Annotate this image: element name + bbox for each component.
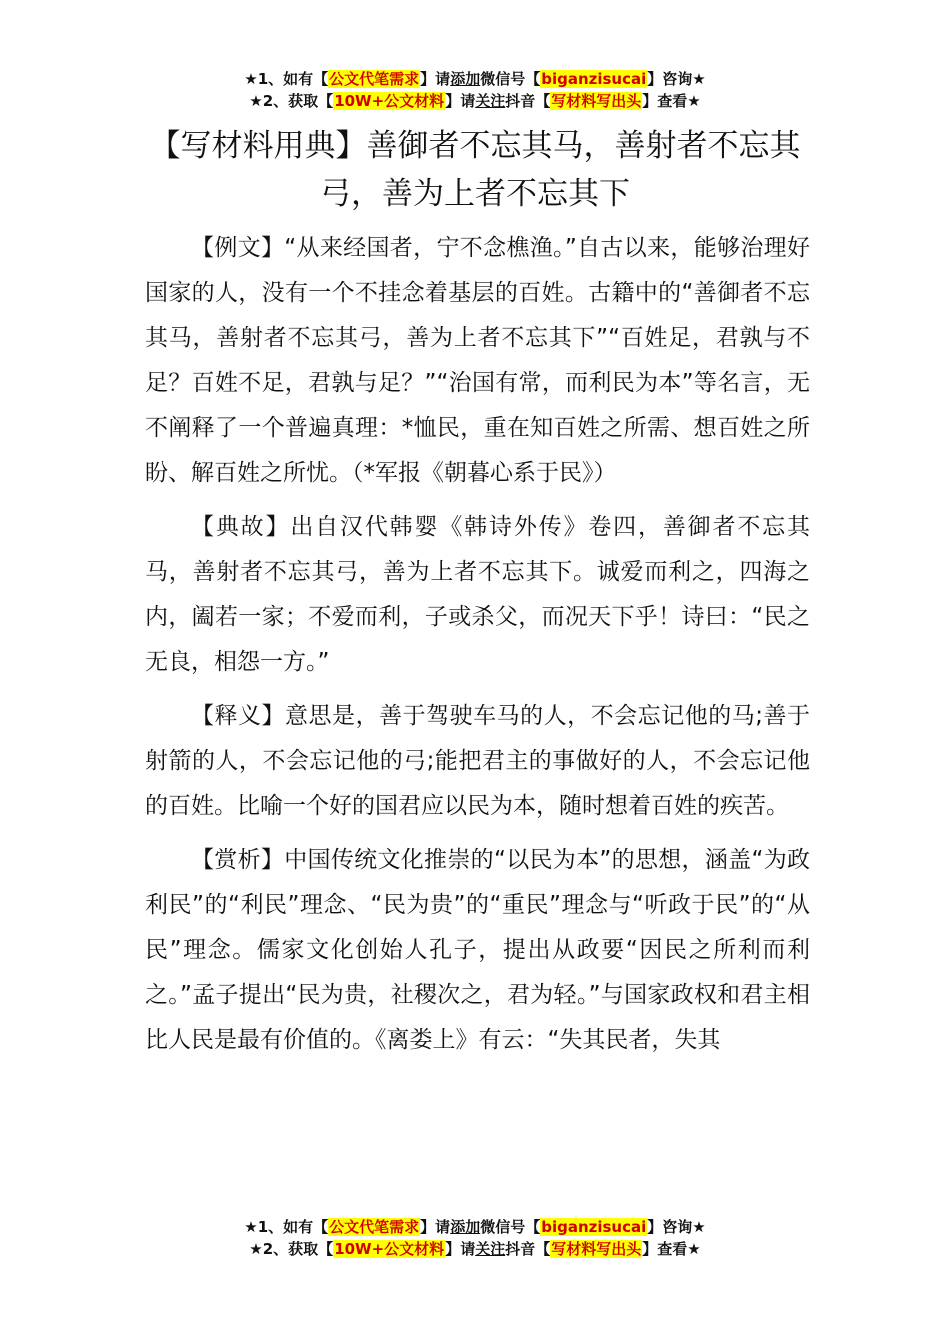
promo-highlight-wechat: biganzisucai <box>541 1218 647 1236</box>
document-body <box>145 226 810 1072</box>
paragraph-example: 【例文】“从来经国者，宁不念樵渔。”自古以来，能够治理好国家的人，没有一个不挂念着基层的百姓。古籍中的“善御者不忘其马，善射者不忘其弓，善为上者不忘其下”“百姓足，君孰与不足？百姓不足，君孰与足？”“治国有常，而利民为本”等名言，无不阐释了一个普遍真理：*恤民，重在知百姓之所需、想百姓之所盼、解百姓之所忧。（*军报《朝暮心系于民》） <box>145 235 810 486</box>
top-promo-banner <box>0 68 950 112</box>
bottom-promo-banner <box>0 1216 950 1260</box>
paragraph-allusion: 【典故】出自汉代韩婴《韩诗外传》卷四，善御者不忘其马，善射者不忘其弓，善为上者不忘其下。诚爱而利之，四海之内，阖若一家；不爱而利，子或杀父，而况天下乎！诗曰：“民之无良，相怨一方。” <box>145 514 810 675</box>
promo-highlight: 10W+公文材料 <box>334 1240 445 1258</box>
paragraph-meaning: 【释义】意思是，善于驾驶车马的人，不会忘记他的马;善于射箭的人，不会忘记他的弓;能把君主的事做好的人，不会忘记他的百姓。比喻一个好的国君应以民为本，随时想着百姓的疾苦。 <box>145 703 810 819</box>
promo-highlight: 公文代笔需求 <box>329 1218 420 1236</box>
promo-underlined-text: 关注 <box>475 1240 506 1258</box>
promo-text: 】请 <box>445 1240 476 1258</box>
promo-highlight-wechat: biganzisucai <box>541 70 647 88</box>
promo-text: 】咨询★ <box>647 70 706 88</box>
promo-text: 】查看★ <box>642 92 701 110</box>
promo-line-1 <box>0 68 950 90</box>
promo-underlined-text: 添加 <box>450 70 481 88</box>
promo-highlight-douyin: 写材料写出头 <box>551 1240 642 1258</box>
promo-text: 】请 <box>445 92 476 110</box>
paragraph-appreciation: 【赏析】中国传统文化推崇的“以民为本”的思想，涵盖“为政利民”的“利民”理念、“民为贵”的“重民”理念与“听政于民”的“从民”理念。儒家文化创始人孔子，提出从政要“因民之所利而利之。”孟子提出“民为贵，社稷次之，君为轻。”与国家政权和君主相比人民是最有价值的。《离娄上》有云：“失其民者，失其 <box>145 847 810 1053</box>
promo-highlight-douyin: 写材料写出头 <box>551 92 642 110</box>
promo-text: 微信号【 <box>480 70 541 88</box>
document-title: 【写材料用典】善御者不忘其马，善射者不忘其弓，善为上者不忘其下 <box>149 128 801 212</box>
promo-text: ★1、如有【 <box>244 70 329 88</box>
promo-text: 】请 <box>420 70 451 88</box>
promo-highlight: 10W+公文材料 <box>334 92 445 110</box>
promo-underlined-text: 关注 <box>475 92 506 110</box>
promo-text: 】咨询★ <box>647 1218 706 1236</box>
promo-text: 】查看★ <box>642 1240 701 1258</box>
promo-line-1 <box>0 1216 950 1238</box>
promo-text: ★1、如有【 <box>244 1218 329 1236</box>
promo-text: ★2、获取【 <box>249 92 334 110</box>
promo-highlight: 公文代笔需求 <box>329 70 420 88</box>
promo-text: 抖音【 <box>505 92 551 110</box>
promo-line-2 <box>0 1238 950 1260</box>
promo-underlined-text: 添加 <box>450 1218 481 1236</box>
promo-text: 抖音【 <box>505 1240 551 1258</box>
promo-text: ★2、获取【 <box>249 1240 334 1258</box>
promo-text: 微信号【 <box>480 1218 541 1236</box>
promo-line-2 <box>0 90 950 112</box>
promo-text: 】请 <box>420 1218 451 1236</box>
